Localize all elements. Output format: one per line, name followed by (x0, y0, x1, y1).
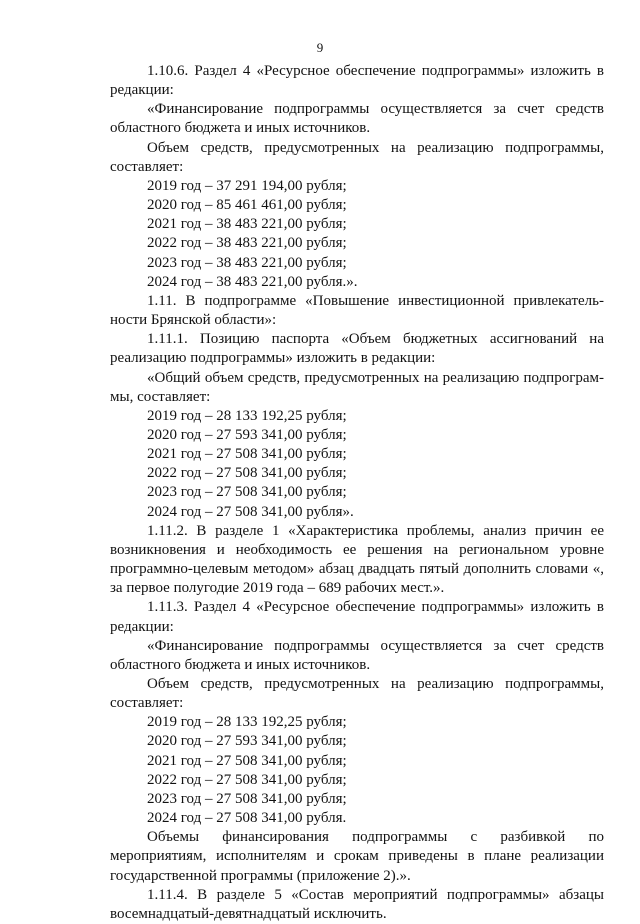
paragraph: «Финансирование подпрограммы осуществляется за счет средств областного бюджета и иных источников. (110, 637, 604, 673)
funding-year-line: 2024 год – 27 508 341,00 рубля». (147, 503, 354, 520)
paragraph: 1.11. В подпрограмме «Повышение инвестиционной привлекатель-ности Брянской области»: (110, 292, 604, 329)
funding-year-line: 2024 год – 27 508 341,00 рубля. (147, 810, 347, 827)
funding-year-line: 2020 год – 27 593 341,00 рубля; (147, 426, 347, 443)
funding-year-line: 2023 год – 27 508 341,00 рубля; (147, 484, 347, 501)
funding-year-line: 2021 год – 27 508 341,00 рубля; (147, 752, 347, 769)
funding-year-line: 2020 год – 27 593 341,00 рубля; (147, 733, 347, 750)
funding-year-line: 2019 год – 28 133 192,25 рубля; (147, 407, 347, 424)
funding-year-line: 2023 год – 38 483 221,00 рубля; (147, 254, 347, 271)
paragraph: «Общий объем средств, предусмотренных на реализацию подпрограм-мы, составляет: (110, 369, 604, 405)
paragraph: 1.11.3. Раздел 4 «Ресурсное обеспечение подпрограммы» изложить в редакции: (110, 599, 604, 635)
paragraph: Объемы финансирования подпрограммы с разбивкой по мероприятиям, исполнителям и срокам приведены в плане реализации государственной программы (приложение 2).». (110, 829, 604, 884)
funding-year-line: 2021 год – 27 508 341,00 рубля; (147, 446, 347, 463)
funding-year-line: 2019 год – 28 133 192,25 рубля; (147, 714, 347, 731)
funding-year-line: 2024 год – 38 483 221,00 рубля.». (147, 273, 358, 290)
paragraph: «Финансирование подпрограммы осуществляется за счет средств областного бюджета и иных источников. (110, 101, 604, 137)
paragraph: Объем средств, предусмотренных на реализацию подпрограммы, составляет: (110, 139, 604, 175)
funding-year-line: 2022 год – 27 508 341,00 рубля; (147, 465, 347, 482)
funding-year-line: 2019 год – 37 291 194,00 рубля; (147, 177, 347, 194)
funding-year-line: 2022 год – 27 508 341,00 рубля; (147, 771, 347, 788)
paragraph: 1.11.1. Позицию паспорта «Объем бюджетных ассигнований на реализацию подпрограммы» изложить в редакции: (110, 331, 604, 367)
paragraph: Объем средств, предусмотренных на реализацию подпрограммы, составляет: (110, 676, 604, 712)
document-body (110, 62, 604, 924)
funding-year-line: 2020 год – 85 461 461,00 рубля; (147, 197, 347, 214)
paragraph: 1.10.6. Раздел 4 «Ресурсное обеспечение подпрограммы» изложить в редакции: (110, 63, 604, 99)
page-number: 9 (316, 40, 324, 55)
paragraph: 1.11.2. В разделе 1 «Характеристика проблемы, анализ причин ее возникновения и необходимость ее решения на региональном уровне программно-целевым методом» абзац двадцать пятый дополнить словами «, за первое полугодие 2019 года – 689 рабочих мест.». (110, 522, 604, 597)
paragraph: 1.11.4. В разделе 5 «Состав мероприятий подпрограммы» абзацы восемнадцатый-девятнадцатый исключить. (110, 886, 604, 922)
funding-year-line: 2023 год – 27 508 341,00 рубля; (147, 790, 347, 807)
funding-year-line: 2022 год – 38 483 221,00 рубля; (147, 235, 347, 252)
funding-year-line: 2021 год – 38 483 221,00 рубля; (147, 216, 347, 233)
